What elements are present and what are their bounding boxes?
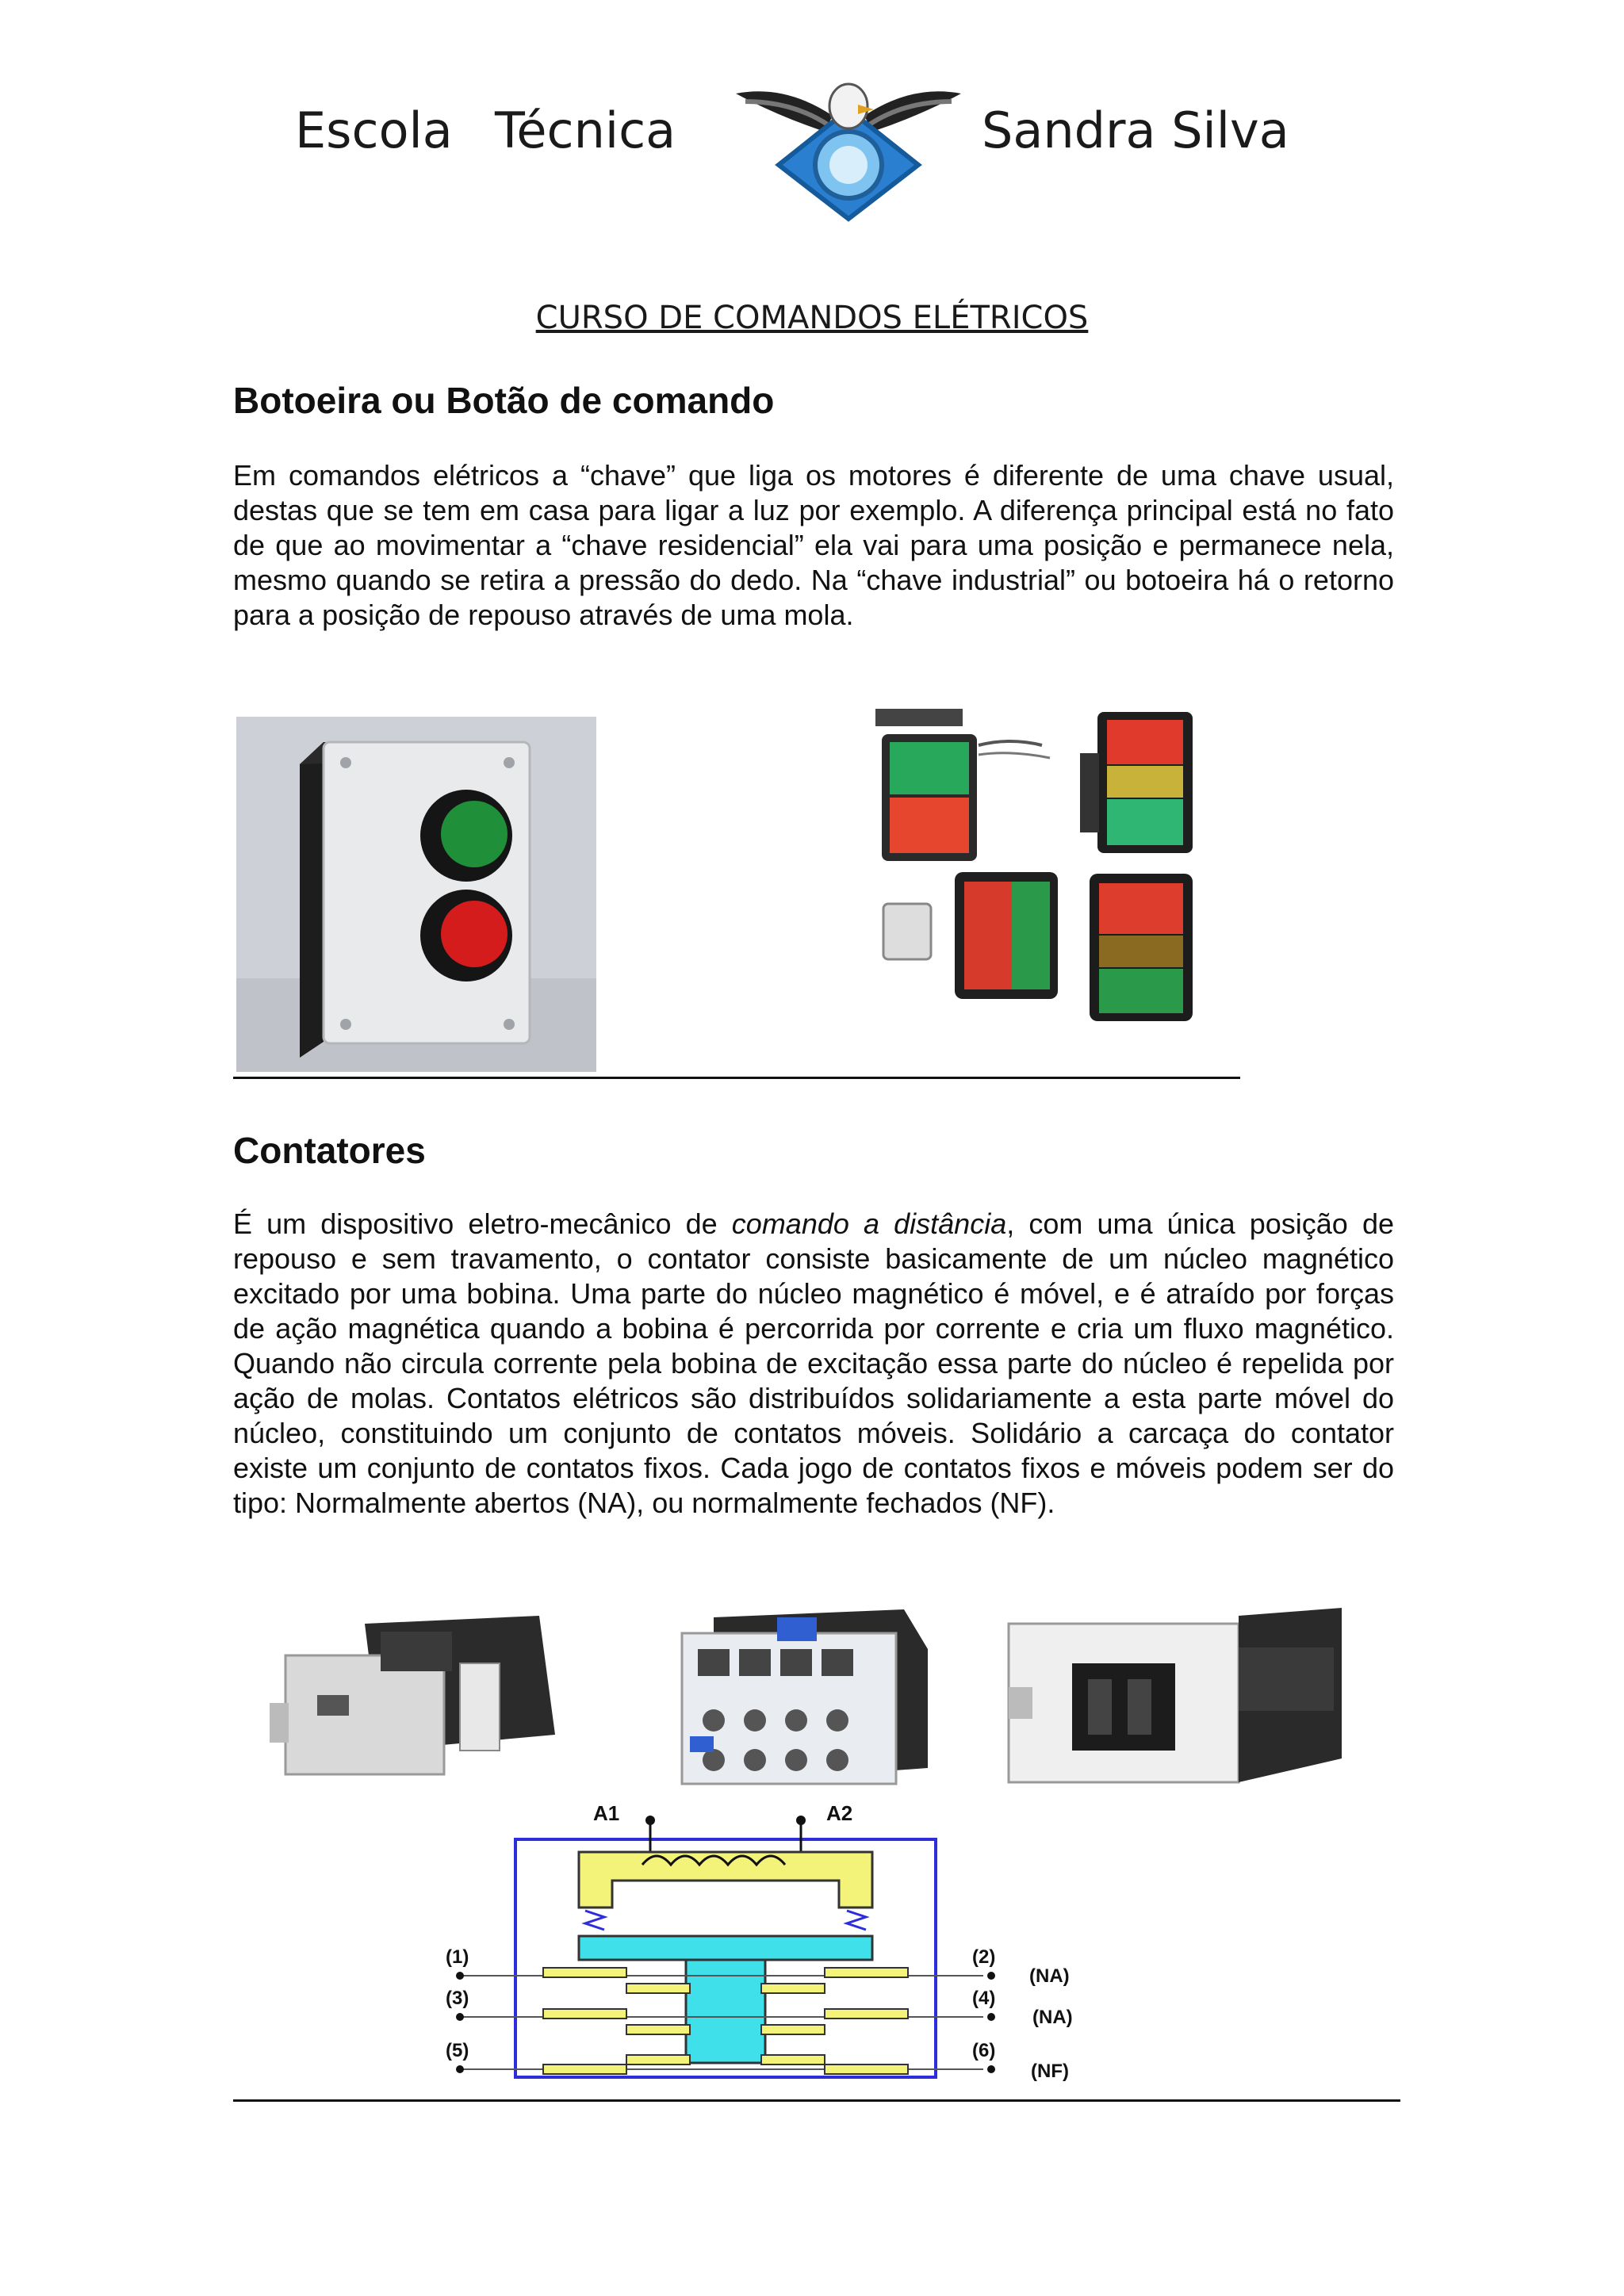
paragraph-italic-term: comando a distância [731,1207,1007,1240]
section-heading-contatores: Contatores [233,1130,426,1171]
photo-contactor-siemens [666,1601,936,1795]
terminal-label-1: (1) [446,1946,469,1968]
header-school-word1: Escola [295,101,453,159]
divider-section2 [233,2099,1400,2102]
magnetic-core [579,1852,872,1908]
label-a2: A2 [826,1801,853,1825]
header-school-word2: Técnica [495,101,676,159]
school-logo [730,70,967,228]
terminal-label-5: (5) [446,2040,469,2061]
terminal-label-4: (4) [972,1988,996,2009]
contact-type-2: (NA) [1032,2007,1073,2028]
photo-pushbutton-box [236,717,596,1072]
contact-type-3: (NF) [1031,2061,1069,2082]
terminal-label-6: (6) [972,2040,996,2061]
divider-section1 [233,1077,1240,1079]
armature [579,1936,872,1960]
section-paragraph-contatores [233,1207,1394,1521]
photo-contactor-large [270,1608,563,1785]
section-paragraph-botoeira: Em comandos elétricos a “chave” que liga os motores é diferente de uma chave usual, destas que se tem em casa para ligar a luz por exemplo. A diferença principal está no fato de que ao movimentar a “chave residencial” ela vai para uma posição e permanece nela, mesmo quando se retira a pressão do dedo. Na “chave industrial” ou botoeira há o retorno para a posição de repouso através de uma mola. [233,459,1394,631]
course-title: CURSO DE COMANDOS ELÉTRICOS [535,300,1089,336]
contactor-diagram [412,1800,1158,2085]
photo-pushbutton-modules [860,698,1240,1047]
header-teacher-name: Sandra Silva [982,101,1289,159]
section-heading-botoeira: Botoeira ou Botão de comando [233,380,775,421]
contact-type-1: (NA) [1029,1965,1070,1987]
terminal-label-2: (2) [972,1946,996,1968]
paragraph-text-start: É um dispositivo eletro-mecânico de [233,1207,732,1240]
label-a1: A1 [593,1801,620,1825]
paragraph-text-end: , com uma única posição de repouso e sem travamento, o contator consiste basicamente de um núcleo magnético excitado por uma bobina. Uma parte do núcleo magnético é móvel, e é atraído por forças de ação magnética quando a bobina é percorrida por corrente e cria um fluxo magnético. Quando não circula corrente pela bobina de excitação essa parte do núcleo é repelida por ação de molas. Contatos elétricos são distribuídos solidariamente a esta parte móvel do núcleo, constituindo um conjunto de contatos móveis. Solidário a carcaça do contator existe um conjunto de contatos fixos. Cada jogo de contatos fixos e móveis podem ser do tipo: Normalmente abertos (NA), ou normalmente fechados (NF). [233,1207,1394,1519]
photo-contactor-white [1001,1600,1350,1798]
terminal-label-3: (3) [446,1988,469,2009]
